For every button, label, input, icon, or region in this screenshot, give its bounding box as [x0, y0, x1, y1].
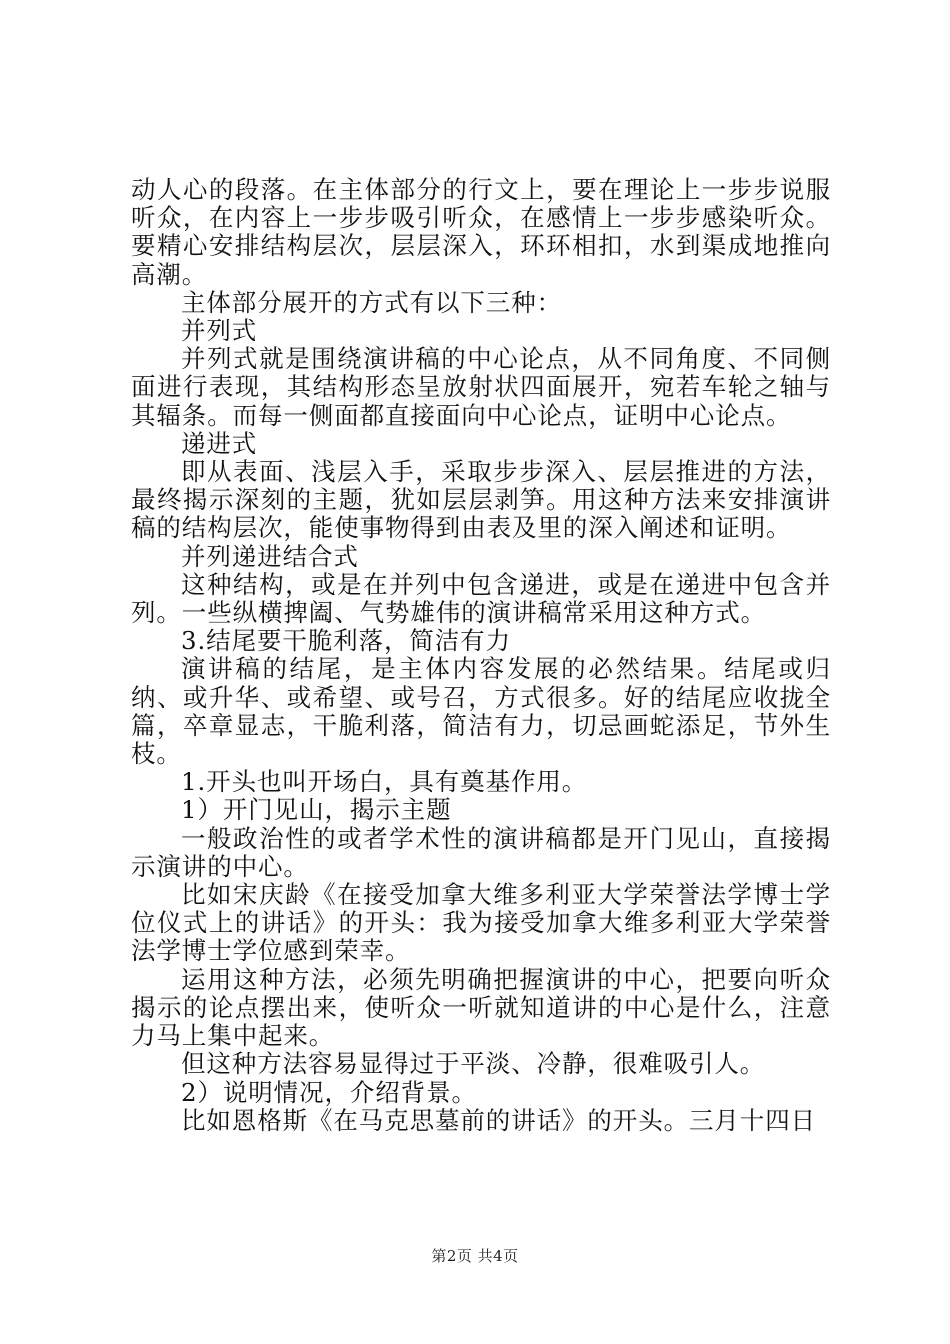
section-heading: 1）开门见山，揭示主题 [181, 795, 452, 825]
section-heading: 2）说明情况，介绍背景。 [181, 1077, 477, 1107]
body-text [131, 176, 831, 1135]
page-footer [0, 1245, 950, 1266]
paragraph: 主体部分展开的方式有以下三种： [181, 287, 562, 317]
paragraph: 但这种方法容易显得过于平淡、冷静，很难吸引人。 [181, 1049, 766, 1079]
paragraph: 比如恩格斯《在马克思墓前的讲话》的开头。三月十四日 [181, 1105, 816, 1135]
paragraph: 运用这种方法，必须先明确把握演讲的中心，把要向听众揭示的论点摆出来，使听众一听就知道讲的中心是什么，注意力马上集中起来。 [131, 964, 831, 1051]
page-number-label: 第2页 共4页 [431, 1247, 519, 1265]
section-heading: 并列递进结合式 [181, 541, 359, 571]
section-heading: 3.结尾要干脆利落，简洁有力 [181, 626, 511, 656]
paragraph: 动人心的段落。在主体部分的行文上，要在理论上一步步说服听众，在内容上一步步吸引听众，在感情上一步步感染听众。要精心安排结构层次，层层深入，环环相扣，水到渠成地推向高潮。 [131, 175, 831, 289]
paragraph: 并列式就是围绕演讲稿的中心论点，从不同角度、不同侧面进行表现，其结构形态呈放射状四面展开，宛若车轮之轴与其辐条。而每一侧面都直接面向中心论点，证明中心论点。 [131, 344, 831, 430]
paragraph: 这种结构，或是在并列中包含递进，或是在递进中包含并列。一些纵横捭阖、气势雄伟的演讲稿常采用这种方式。 [131, 569, 831, 628]
section-heading: 并列式 [181, 316, 258, 346]
paragraph: 演讲稿的结尾，是主体内容发展的必然结果。结尾或归纳、或升华、或希望、或号召，方式很多。好的结尾应收拢全篇，卒章显志，干脆利落，简洁有力，切忌画蛇添足，节外生枝。 [131, 654, 831, 769]
paragraph: 即从表面、浅层入手，采取步步深入、层层推进的方法，最终揭示深刻的主题，犹如层层剥笋。用这种方法来安排演讲稿的结构层次，能使事物得到由表及里的深入阐述和证明。 [131, 457, 831, 543]
section-heading: 1.开头也叫开场白，具有奠基作用。 [181, 767, 588, 797]
section-heading: 递进式 [181, 428, 258, 458]
paragraph: 比如宋庆龄《在接受加拿大维多利亚大学荣誉法学博士学位仪式上的讲话》的开头：我为接受加拿大维多利亚大学荣誉法学博士学位感到荣幸。 [131, 880, 831, 966]
paragraph: 一般政治性的或者学术性的演讲稿都是开门见山，直接揭示演讲的中心。 [131, 823, 831, 881]
